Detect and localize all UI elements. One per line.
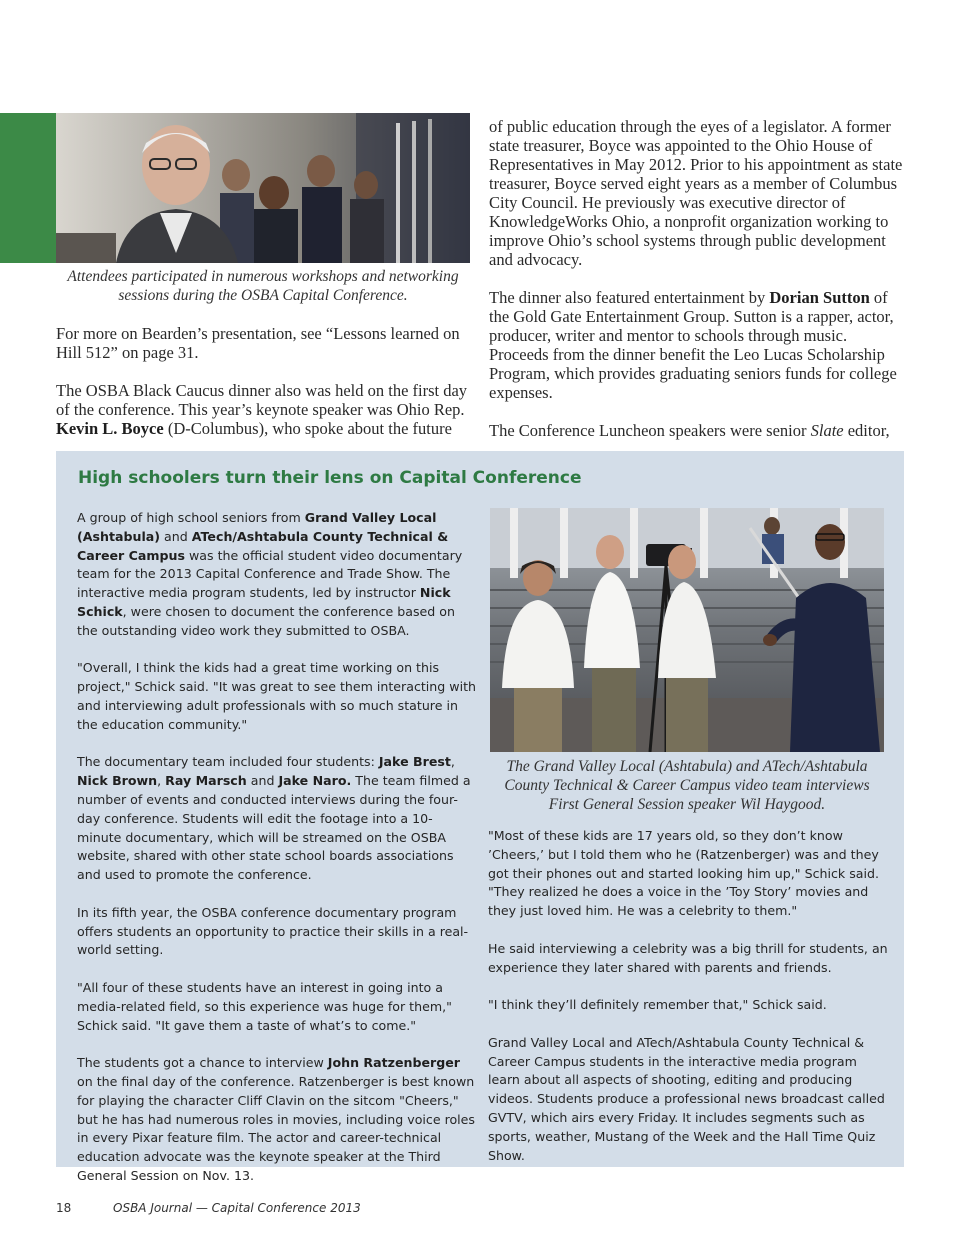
publication-name: Slate [810, 421, 844, 440]
sidebar-title: High schoolers turn their lens on Capital Conference [78, 468, 582, 488]
bearden-reference-paragraph: For more on Bearden’s presentation, see “Lessons learned on Hill 512” on page 31. [56, 324, 460, 362]
school-name: ATech/Ashtabula County Technical & Career Campus [77, 528, 449, 563]
student-name: Jake Naro. [278, 773, 352, 789]
text-run: The team filmed a number of events and conducted interviews during the four-day conference. Students will edit the footage into a 10-minute documentary, which will be streamed on the OSBA website, shared with other state school boards associations and used to promote the conference. [77, 773, 471, 883]
sidebar-paragraph: "Overall, I think the kids had a great time working on this project," Schick said. "It was great to see them interacting with and interviewing adult professionals with so much stature in the education community." [77, 660, 477, 732]
page-footer [56, 1201, 361, 1215]
black-caucus-paragraph [56, 381, 470, 438]
boyce-bio-paragraph: of public education through the eyes of a legislator. A former state treasurer, Boyce was appointed to the Ohio House of Representatives in May 2012. Prior to his appointment as state treasurer, Boyce served eight years as a member of Columbus City Council. He previously was executive director of KnowledgeWorks Ohio, a nonprofit organization working to improve Ohio’s school systems through public development and advocacy. [489, 117, 903, 269]
text-run: , [157, 773, 166, 789]
sidebar-left-column [77, 509, 477, 1204]
journal-name: OSBA Journal — Capital Conference 2013 [113, 1201, 361, 1215]
top-photo-caption: Attendees participated in numerous workshops and networking sessions during the OSBA Capital Conference. [67, 268, 459, 304]
school-name: Grand Valley Local (Ashtabula) [77, 510, 437, 544]
student-name: Nick Brown [77, 773, 158, 789]
text-run: of the Gold Gate Entertainment Group. Sutton is a rapper, actor, producer, writer and mentor to schools through music. Proceeds from the dinner benefit the Leo Lucas Scholarship Program, which provides graduating seniors funds for college expenses. [489, 288, 897, 402]
text-run: (D-Columbus), who spoke about the future [163, 419, 452, 438]
text-run: The dinner also featured entertainment by [489, 288, 770, 307]
text-run: editor, [843, 421, 890, 440]
sidebar-paragraph: He said interviewing a celebrity was a big thrill for students, an experience they later shared with parents and friends. [488, 940, 888, 975]
luncheon-paragraph [489, 421, 909, 440]
left-column [56, 324, 470, 438]
text-run: , [450, 754, 455, 770]
student-name: Jake Brest [378, 754, 451, 770]
text-run: and [160, 528, 192, 544]
green-accent-tab [0, 113, 56, 263]
celebrity-name: John Ratzenberger [327, 1055, 461, 1071]
text-run: The OSBA Black Caucus dinner also was held on the first day of the conference. This year’s keynote speaker was Ohio Rep. [56, 381, 468, 419]
speaker-name: Kevin L. Boyce [56, 419, 164, 438]
conference-attendees-photo [56, 113, 470, 263]
student-name: Ray Marsch [165, 773, 247, 789]
text-run: The Conference Luncheon speakers were senior [489, 421, 811, 440]
text-run: was the official student video documentary team for the 2013 Capital Conference and Trade Show. The interactive media program students, led by instructor [77, 547, 463, 601]
text-run: A group of high school seniors from [77, 510, 305, 525]
entertainer-name: Dorian Sutton [769, 288, 870, 307]
sidebar-paragraph: In its fifth year, the OSBA conference documentary program offers students an opportunity to practice their skills in a real-world setting. [77, 904, 469, 958]
text-run: The documentary team included four students: [77, 754, 379, 770]
entertainment-paragraph [489, 288, 909, 402]
text-run: , were chosen to document the conference based on the outstanding video work they submitted to OSBA. [77, 603, 455, 638]
side-photo-caption: The Grand Valley Local (Ashtabula) and ATech/Ashtabula County Technical & Career Campus video team interviews First General Session speaker Wil Haygood. [504, 758, 870, 813]
sidebar-right-column [488, 827, 888, 1184]
page-number: 18 [56, 1201, 72, 1215]
right-column [489, 117, 909, 440]
text-run: and [246, 773, 279, 789]
sidebar-paragraph [77, 1054, 477, 1186]
instructor-name: Nick Schick [77, 585, 451, 619]
sidebar-paragraph [77, 753, 477, 885]
sidebar-paragraph [77, 509, 477, 641]
text-run: on the final day of the conference. Ratzenberger is best known for playing the character Cliff Clavin on the sitcom "Cheers," but he has had numerous roles in movies, including voice roles in every Pixar feature film. The actor and career-technical education advocate was the keynote speaker at the Third General Session on Nov. 13. [77, 1073, 475, 1183]
sidebar-paragraph: "All four of these students have an interest in going into a media-related field, so this experience was huge for them," Schick said. "It gave them a taste of what’s to come." [77, 979, 452, 1033]
sidebar-paragraph: "I think they’ll definitely remember that," Schick said. [488, 997, 827, 1013]
sidebar-paragraph: "Most of these kids are 17 years old, so they don’t know ’Cheers,’ but I told them who he (Ratzenberger) was and they got their phones out and started looking him up," Schick said. "They realized he does a voice in the ’Toy Story’ movies and they just loved him. He was a celebrity to them." [488, 828, 879, 919]
text-run: The students got a chance to interview [77, 1055, 328, 1071]
sidebar-paragraph: Grand Valley Local and ATech/Ashtabula County Technical & Career Campus students in the interactive media program learn about all aspects of shooting, editing and producing videos. Students produce a professional news broadcast called GVTV, which airs every Friday. It includes segments such as sports, weather, Mustang of the Week and the Hall Time Quiz Show. [488, 1034, 885, 1163]
video-team-interview-photo [490, 508, 884, 752]
